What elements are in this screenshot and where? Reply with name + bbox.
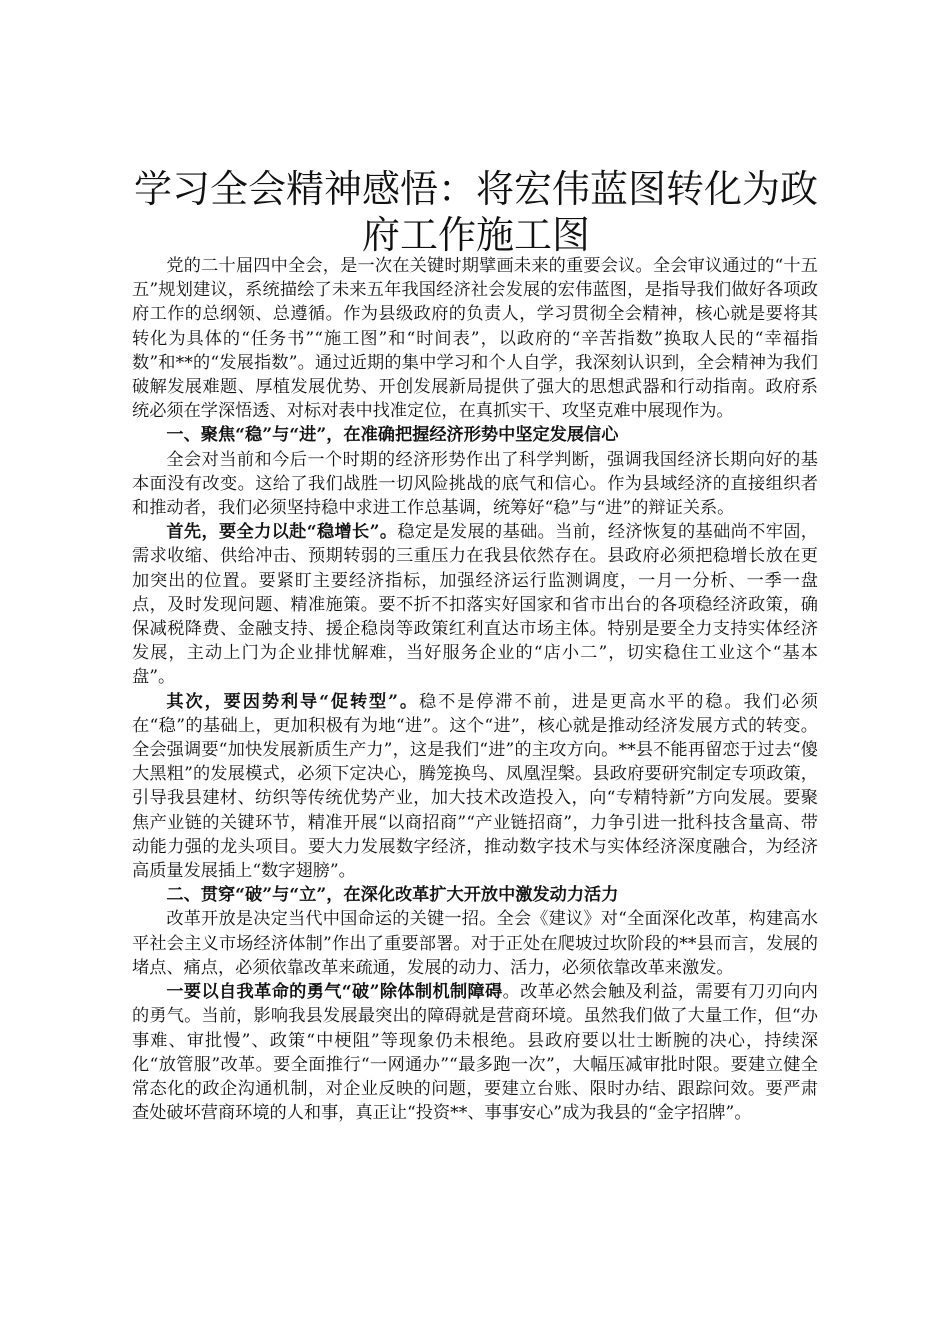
paragraph-text: 党的二十届四中全会，是一次在关键时期擘画未来的重要会议。全会审议通过的“十五五”规划建议，系统描绘了未来五年我国经济社会发展的宏伟蓝图，是指导我们做好各项政府工作的总纲领、总遵循。作为县级政府的负责人，学习贯彻全会精神，核心就是要将其转化为具体的“任务书”“施工图”和“时间表”，以政府的“辛苦指数”换取人民的“幸福指数”和**的“发展指数”。通过近期的集中学习和个人自学，我深刻认识到，全会精神为我们破解发展难题、厚植发展优势、开创发展新局提供了强大的思想武器和行动指南。政府系统必须在学深悟透、对标对表中找准定位，在真抓实干、攻坚克难中展现作为。 [132,256,818,422]
section-heading: 一、聚焦“稳”与“进”，在准确把握经济形势中坚定发展信心 [166,425,619,446]
document-title: 学习全会精神感悟：将宏伟蓝图转化为政府工作施工图 [133,167,818,257]
paragraph-text: 全会对当前和今后一个时期的经济形势作出了科学判断，强调我国经济长期向好的基本面没有改变。这给了我们战胜一切风险挑战的底气和信心。作为县域经济的直接组织者和推动者，我们必须坚持稳中求进工作总基调，统筹好“稳”与“进”的辩证关系。 [132,449,818,519]
paragraph [132,254,818,423]
section-heading: 二、贯穿“破”与“立”，在深化改革扩大开放中激发动力活力 [166,885,619,906]
paragraph-text: 。改革必然会触及利益，需要有刀刃向内的勇气。当前，影响我县发展最突出的障碍就是营商环境。虽然我们做了大量工作，但“办事难、审批慢”、政策“中梗阻”等现象仍未根绝。县政府要以壮士断腕的决心，持续深化“放管服”改革。要全面推行“一网通办”“最多跑一次”，大幅压减审批时限。要建立健全常态化的政企沟通机制，对企业反映的问题，要建立台账、限时办结、跟踪问效。要严肃查处破坏营商环境的人和事，真正让“投资**、事事安心”成为我县的“金字招牌”。 [132,982,818,1124]
paragraph [132,690,818,884]
paragraph-lead: 其次，要因势利导“促转型”。 [166,691,420,712]
paragraph-text: 稳不是停滞不前，进是更高水平的稳。我们必须在“稳”的基础上，更加积极有为地“进”。这个“进”，核心就是推动经济发展方式的转变。全会强调要“加快发展新质生产力”，这是我们“进”的主攻方向。**县不能再留恋于过去“傻大黑粗”的发展模式，必须下定决心，腾笼换鸟、凤凰涅槃。县政府要研究制定专项政策，引导我县建材、纺织等传统优势产业，加大技术改造投入，向“专精特新”方向发展。要聚焦产业链的关键环节，精准开展“以商招商”“产业链招商”，力争引进一批科技含量高、带动能力强的龙头项目。要大力发展数字经济，推动数字技术与实体经济深度融合，为经济高质量发展插上“数字翅膀”。 [132,691,818,882]
paragraph [132,448,818,521]
paragraph [132,520,818,689]
paragraph [132,907,818,980]
document-body [132,254,818,1125]
paragraph [132,980,818,1125]
paragraph-lead: 首先，要全力以赴“稳增长”。 [166,522,398,543]
paragraph-lead: 一要以自我革命的勇气“破”除体制机制障碍 [166,982,503,1003]
paragraph-text: 改革开放是决定当代中国命运的关键一招。全会《建议》对“全面深化改革，构建高水平社会主义市场经济体制”作出了重要部署。对于正处在爬坡过坎阶段的**县而言，发展的堵点、痛点，必须依靠改革来疏通，发展的动力、活力，必须依靠改革来激发。 [132,909,818,978]
paragraph-text: 稳定是发展的基础。当前，经济恢复的基础尚不牢固，需求收缩、供给冲击、预期转弱的三重压力在我县依然存在。县政府必须把稳增长放在更加突出的位置。要紧盯主要经济指标，加强经济运行监测调度，一月一分析、一季一盘点，及时发现问题、精准施策。要不折不扣落实好国家和省市出台的各项稳经济政策，确保减税降费、金融支持、援企稳岗等政策红利直达市场主体。特别是要全力支持实体经济发展，主动上门为企业排忧解难，当好服务企业的“店小二”，切实稳住工业这个“基本盘”。 [132,522,818,688]
